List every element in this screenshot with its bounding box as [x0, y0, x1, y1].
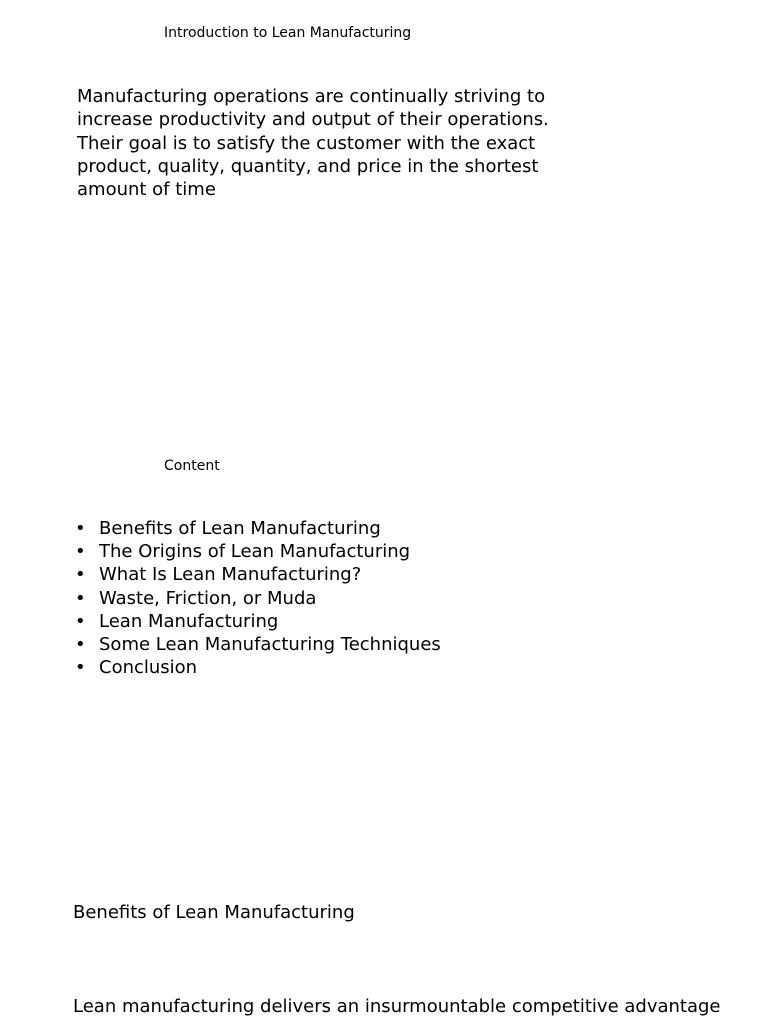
contents-item-label: Some Lean Manufacturing Techniques [99, 634, 441, 656]
contents-heading: Content [164, 458, 220, 474]
contents-list-item [75, 656, 441, 679]
section-heading: Benefits of Lean Manufacturing [73, 902, 355, 923]
bullet-icon: • [75, 541, 86, 563]
document-title: Introduction to Lean Manufacturing [164, 25, 412, 41]
contents-list-item [75, 517, 441, 540]
bullet-icon: • [75, 564, 86, 586]
contents-list-item [75, 610, 441, 633]
contents-item-label: What Is Lean Manufacturing? [99, 564, 362, 586]
section-body: Lean manufacturing delivers an insurmountable competitive advantage [73, 996, 721, 1017]
bullet-icon: • [75, 518, 86, 539]
contents-list-item [75, 587, 441, 610]
contents-item-label: Benefits of Lean Manufacturing [99, 518, 381, 539]
bullet-icon: • [75, 587, 86, 609]
contents-item-label: Lean Manufacturing [99, 610, 279, 632]
contents-list [75, 517, 441, 679]
contents-list-item [75, 633, 441, 656]
bullet-icon: • [75, 657, 86, 679]
contents-item-label: Conclusion [99, 657, 198, 679]
contents-list-item [75, 540, 441, 563]
bullet-icon: • [75, 634, 86, 656]
contents-item-label: The Origins of Lean Manufacturing [99, 541, 411, 563]
contents-item-label: Waste, Friction, or Muda [99, 587, 317, 609]
bullet-icon: • [75, 610, 86, 632]
contents-list-item [75, 563, 441, 586]
intro-paragraph: Manufacturing operations are continually striving to increase productivity and output of their operations. Their goal is to satisfy the customer with the exact product, quality, quantity, and price in the shortest amount of time [77, 86, 549, 201]
